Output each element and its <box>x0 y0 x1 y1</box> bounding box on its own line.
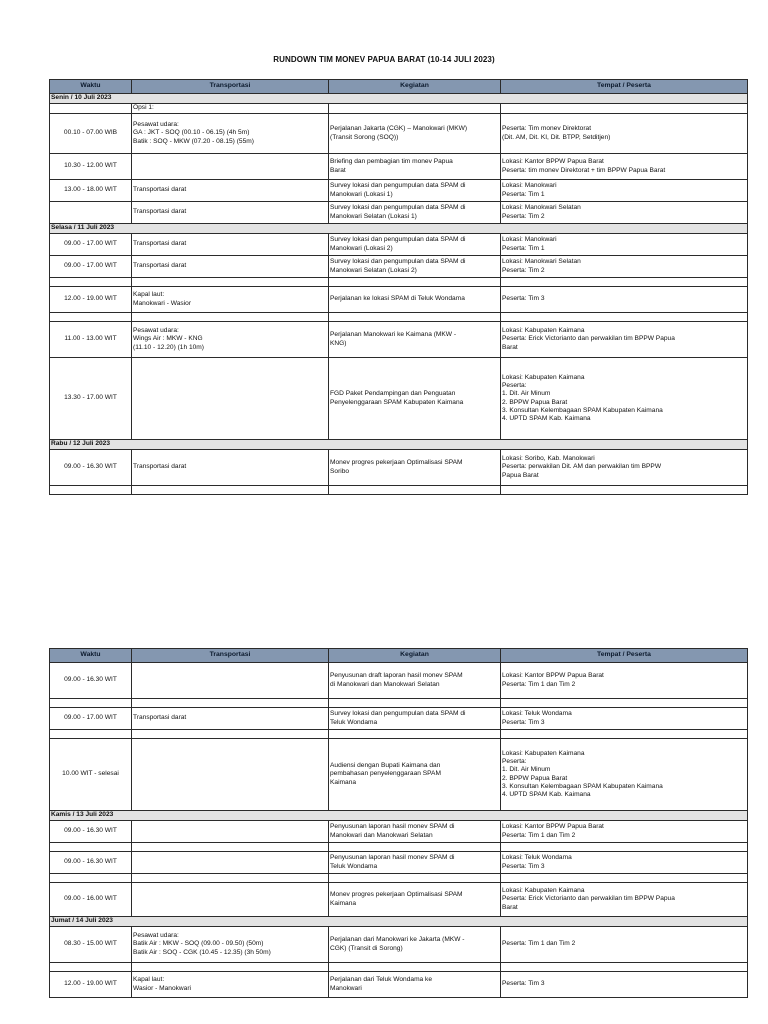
transport-cell-line: Transportasi darat <box>133 208 187 216</box>
empty-cell <box>50 843 132 852</box>
place-cell-line: Barat <box>502 343 518 351</box>
header-transportasi: Transportasi <box>132 80 329 94</box>
place-cell-line: Lokasi: Kantor BPPW Papua Barat <box>502 672 604 680</box>
time-cell <box>50 104 132 114</box>
empty-cell <box>132 278 329 287</box>
time-cell: 10.30 - 12.00 WIT <box>50 154 132 180</box>
empty-cell <box>329 730 501 739</box>
place-cell <box>501 883 748 917</box>
table-row <box>50 256 748 278</box>
activity-cell <box>329 202 501 224</box>
empty-cell <box>501 843 748 852</box>
time-cell <box>50 202 132 224</box>
activity-cell-line: Penyusunan laporan hasil monev SPAM di <box>330 854 455 862</box>
activity-cell-line: Survey lokasi dan pengumpulan data SPAM di <box>330 258 466 266</box>
place-cell-line: Lokasi: Teluk Wondama <box>502 854 572 862</box>
activity-cell-line: Monev progres pekerjaan Optimalisasi SPAM <box>330 891 463 899</box>
table-row <box>50 202 748 224</box>
activity-cell-line: Teluk Wondama <box>330 718 378 726</box>
time-cell: 10.00 WIT - selesai <box>50 739 132 811</box>
header-tempat-peserta: Tempat / Peserta <box>501 80 748 94</box>
activity-cell-line: Audiensi dengan Bupati Kaimana dan <box>330 762 441 770</box>
empty-cell <box>501 699 748 708</box>
transport-cell <box>132 202 329 224</box>
activity-cell <box>329 180 501 202</box>
activity-cell <box>329 322 501 358</box>
empty-cell <box>132 486 329 495</box>
empty-cell <box>329 874 501 883</box>
transport-cell-line: Wings Air : MKW - KNG <box>133 335 203 343</box>
activity-cell <box>329 104 501 114</box>
place-cell-line: 4. UPTD SPAM Kab. Kaimana <box>502 414 591 422</box>
activity-cell-line: Kaimana <box>330 778 357 786</box>
place-cell <box>501 256 748 278</box>
place-cell-line: Peserta: Tim 3 <box>502 862 545 870</box>
transport-cell <box>132 927 329 963</box>
place-cell <box>501 663 748 699</box>
transport-cell-line: Transportasi darat <box>133 186 187 194</box>
activity-cell-line: Manokwari (Lokasi 2) <box>330 244 393 252</box>
spacer-row <box>50 963 748 972</box>
empty-cell <box>132 730 329 739</box>
place-cell-line: Peserta: Tim 3 <box>502 718 545 726</box>
activity-cell <box>329 114 501 154</box>
table-body <box>50 94 748 495</box>
place-cell-line: Peserta: Tim 3 <box>502 295 545 303</box>
header-kegiatan: Kegiatan <box>329 80 501 94</box>
spacer-row <box>50 699 748 708</box>
empty-cell <box>501 486 748 495</box>
transport-cell <box>132 180 329 202</box>
table-row <box>50 287 748 313</box>
table-body <box>50 663 748 998</box>
place-cell-line: 4. UPTD SPAM Kab. Kaimana <box>502 790 591 798</box>
transport-cell-line: Kapal laut: <box>133 291 165 299</box>
header-kegiatan: Kegiatan <box>329 649 501 663</box>
time-cell: 11.00 - 13.00 WIT <box>50 322 132 358</box>
activity-cell-line: Perjalanan Jakarta (CGK) – Manokwari (MKW) <box>330 125 468 133</box>
place-cell-line: Lokasi: Soribo, Kab. Manokwari <box>502 455 595 463</box>
transport-cell <box>132 154 329 180</box>
time-cell: 12.00 - 19.00 WIT <box>50 287 132 313</box>
activity-cell-line: Penyusunan laporan hasil monev SPAM di <box>330 823 455 831</box>
place-cell-line: 1. Dit. Air Minum <box>502 390 551 398</box>
place-cell <box>501 202 748 224</box>
transport-cell-line: (11.10 - 12.20) (1h 10m) <box>133 343 204 351</box>
activity-cell-line: Penyelenggaraan SPAM Kabupaten Kaimana <box>330 398 464 406</box>
empty-cell <box>132 963 329 972</box>
place-cell <box>501 927 748 963</box>
day-label: Rabu / 12 Juli 2023 <box>50 440 748 450</box>
empty-cell <box>132 874 329 883</box>
activity-cell-line: Manokwari dan Manokwari Selatan <box>330 831 433 839</box>
activity-cell-line: Perjalanan Manokwari ke Kaimana (MKW - <box>330 331 457 339</box>
transport-cell-line: Pesawat udara: <box>133 327 179 335</box>
empty-cell <box>50 278 132 287</box>
time-cell: 09.00 - 17.00 WIT <box>50 256 132 278</box>
place-cell <box>501 322 748 358</box>
transport-cell <box>132 322 329 358</box>
empty-cell <box>50 699 132 708</box>
transport-cell <box>132 663 329 699</box>
place-cell-line: Lokasi: Kabupaten Kaimana <box>502 327 585 335</box>
spacer-row <box>50 278 748 287</box>
transport-cell <box>132 708 329 730</box>
transport-cell-line: Pesawat udara: <box>133 932 179 940</box>
place-cell <box>501 739 748 811</box>
place-cell-line: Peserta: <box>502 382 527 390</box>
place-cell-line: 1. Dit. Air Minum <box>502 766 551 774</box>
activity-cell-line: pembahasan penyelenggaraan SPAM <box>330 770 441 778</box>
day-row <box>50 811 748 821</box>
place-cell <box>501 852 748 874</box>
activity-cell-line: Briefing dan pembagian tim monev Papua <box>330 158 453 166</box>
place-cell <box>501 104 748 114</box>
place-cell-line: Peserta: tim monev Direktorat + tim BPPW Papua Barat <box>502 166 666 174</box>
place-cell-line: Lokasi: Kantor BPPW Papua Barat <box>502 158 604 166</box>
spacer-row <box>50 486 748 495</box>
activity-cell-line: FGD Paket Pendampingan dan Penguatan <box>330 390 456 398</box>
place-cell-line: Peserta: Tim 1 dan Tim 2 <box>502 940 576 948</box>
empty-cell <box>132 313 329 322</box>
time-cell: 09.00 - 17.00 WIT <box>50 234 132 256</box>
place-cell-line: Lokasi: Teluk Wondama <box>502 710 572 718</box>
transport-cell-line: Transportasi darat <box>133 463 187 471</box>
empty-cell <box>329 278 501 287</box>
transport-cell-line: Kapal laut: <box>133 976 165 984</box>
place-cell-line: Lokasi: Kantor BPPW Papua Barat <box>502 823 604 831</box>
activity-cell <box>329 450 501 486</box>
document-title: RUNDOWN TIM MONEV PAPUA BARAT (10-14 JULI 2023) <box>273 55 495 64</box>
time-cell: 09.00 - 16.30 WIT <box>50 450 132 486</box>
activity-cell-line: Teluk Wondama <box>330 862 378 870</box>
empty-cell <box>501 874 748 883</box>
place-cell <box>501 821 748 843</box>
table-row <box>50 154 748 180</box>
time-cell: 09.00 - 16.30 WIT <box>50 852 132 874</box>
place-cell-line: Peserta: Erick Victorianto dan perwakilan tim BPPW Papua <box>502 335 675 343</box>
place-cell-line: Peserta: Tim 2 <box>502 266 545 274</box>
spacer-row <box>50 313 748 322</box>
activity-cell-line: Perjalanan dari Teluk Wondama ke <box>330 976 433 984</box>
rundown-table-2 <box>49 648 748 998</box>
empty-cell <box>501 963 748 972</box>
table-row <box>50 358 748 440</box>
place-cell-line: 2. BPPW Papua Barat <box>502 398 568 406</box>
place-cell-line: (Dit. AM, Dit. KI, Dit. BTPP, Setditjen) <box>502 133 611 141</box>
table-row <box>50 450 748 486</box>
activity-cell-line: Perjalanan ke lokasi SPAM di Teluk Wondama <box>330 295 465 303</box>
activity-cell-line: Manokwari <box>330 984 362 992</box>
activity-cell <box>329 739 501 811</box>
place-cell-line: Peserta: Tim 2 <box>502 212 545 220</box>
place-cell <box>501 234 748 256</box>
activity-cell-line: Perjalanan dari Manokwari ke Jakarta (MKW - <box>330 936 465 944</box>
empty-cell <box>50 963 132 972</box>
place-cell-line: 3. Konsultan Kelembagaan SPAM Kabupaten Kaimana <box>502 782 663 790</box>
place-cell <box>501 180 748 202</box>
transport-cell <box>132 287 329 313</box>
transport-cell <box>132 821 329 843</box>
header-row <box>50 80 748 94</box>
day-row <box>50 440 748 450</box>
place-cell-line: Lokasi: Kabupaten Kaimana <box>502 887 585 895</box>
table-row <box>50 180 748 202</box>
activity-cell-line: di Manokwari dan Manokwari Selatan <box>330 680 440 688</box>
rundown-table-1 <box>49 79 748 495</box>
place-cell-line: Peserta: <box>502 758 527 766</box>
time-cell: 08.30 - 15.00 WIT <box>50 927 132 963</box>
day-label: Selasa / 11 Juli 2023 <box>50 224 748 234</box>
empty-cell <box>329 313 501 322</box>
activity-cell-line: Survey lokasi dan pengumpulan data SPAM di <box>330 182 466 190</box>
place-cell-line: Lokasi: Manokwari <box>502 236 557 244</box>
transport-cell <box>132 450 329 486</box>
activity-cell <box>329 852 501 874</box>
activity-cell <box>329 821 501 843</box>
day-row <box>50 94 748 104</box>
activity-cell <box>329 234 501 256</box>
activity-cell <box>329 287 501 313</box>
transport-cell-line: Batik : SOQ - MKW (07.20 - 08.15) (55m) <box>133 137 254 145</box>
place-cell-line: Peserta: Tim monev Direktorat <box>502 125 592 133</box>
table-row <box>50 972 748 998</box>
transport-cell <box>132 739 329 811</box>
activity-cell-line: KNG) <box>330 339 347 347</box>
empty-cell <box>50 313 132 322</box>
activity-cell <box>329 256 501 278</box>
activity-cell-line: Kaimana <box>330 899 357 907</box>
place-cell-line: Peserta: Tim 1 <box>502 244 545 252</box>
table-row <box>50 852 748 874</box>
activity-cell-line: Survey lokasi dan pengumpulan data SPAM di <box>330 236 466 244</box>
activity-cell <box>329 972 501 998</box>
header-tempat-peserta: Tempat / Peserta <box>501 649 748 663</box>
table-row <box>50 927 748 963</box>
transport-cell <box>132 256 329 278</box>
time-cell: 13.30 - 17.00 WIT <box>50 358 132 440</box>
transport-cell <box>132 104 329 114</box>
place-cell-line: Peserta: Tim 1 dan Tim 2 <box>502 680 576 688</box>
activity-cell <box>329 927 501 963</box>
empty-cell <box>132 843 329 852</box>
table-row <box>50 821 748 843</box>
day-row <box>50 917 748 927</box>
time-cell: 09.00 - 16.30 WIT <box>50 663 132 699</box>
day-label: Kamis / 13 Juli 2023 <box>50 811 748 821</box>
activity-cell-line: Soribo <box>330 467 350 475</box>
place-cell <box>501 114 748 154</box>
empty-cell <box>329 843 501 852</box>
table-row <box>50 883 748 917</box>
activity-cell-line: Manokwari (Lokasi 1) <box>330 190 393 198</box>
transport-cell-line: Opsi 1: <box>133 104 154 112</box>
empty-cell <box>329 963 501 972</box>
place-cell-line: Peserta: perwakilan Dit. AM dan perwakilan tim BPPW <box>502 463 662 471</box>
place-cell <box>501 154 748 180</box>
activity-cell-line: CGK) (Transit di Sorong) <box>330 944 403 952</box>
activity-cell-line: Survey lokasi dan pengumpulan data SPAM di <box>330 204 466 212</box>
time-cell: 13.00 - 18.00 WIT <box>50 180 132 202</box>
transport-cell <box>132 358 329 440</box>
day-label: Senin / 10 Juli 2023 <box>50 94 748 104</box>
header-transportasi: Transportasi <box>132 649 329 663</box>
activity-cell-line: Manokwari Selatan (Lokasi 1) <box>330 212 417 220</box>
place-cell <box>501 972 748 998</box>
transport-cell-line: Transportasi darat <box>133 240 187 248</box>
empty-cell <box>50 486 132 495</box>
place-cell-line: 2. BPPW Papua Barat <box>502 774 568 782</box>
place-cell <box>501 358 748 440</box>
time-cell: 12.00 - 19.00 WIT <box>50 972 132 998</box>
header-waktu: Waktu <box>50 649 132 663</box>
table-row <box>50 663 748 699</box>
time-cell: 09.00 - 17.00 WIT <box>50 708 132 730</box>
header-waktu: Waktu <box>50 80 132 94</box>
activity-cell-line: Barat <box>330 166 346 174</box>
transport-cell-line: Batik Air : SOQ - CGK (10.45 - 12.35) (3h 50m) <box>133 948 271 956</box>
activity-cell <box>329 708 501 730</box>
time-cell: 00.10 - 07.00 WIB <box>50 114 132 154</box>
time-cell: 09.00 - 16.30 WIT <box>50 821 132 843</box>
place-cell-line: 3. Konsultan Kelembagaan SPAM Kabupaten Kaimana <box>502 406 663 414</box>
place-cell-line: Lokasi: Manokwari Selatan <box>502 258 581 266</box>
header-row <box>50 649 748 663</box>
place-cell-line: Lokasi: Manokwari <box>502 182 557 190</box>
transport-cell <box>132 883 329 917</box>
table-row <box>50 739 748 811</box>
table-row <box>50 322 748 358</box>
transport-cell-line: Manokwari - Wasior <box>133 299 192 307</box>
place-cell-line: Peserta: Tim 1 <box>502 190 545 198</box>
empty-cell <box>50 730 132 739</box>
spacer-row <box>50 730 748 739</box>
place-cell <box>501 450 748 486</box>
empty-cell <box>329 486 501 495</box>
activity-cell-line: Manokwari Selatan (Lokasi 2) <box>330 266 417 274</box>
place-cell <box>501 287 748 313</box>
empty-cell <box>329 699 501 708</box>
activity-cell <box>329 358 501 440</box>
place-cell-line: Peserta: Tim 1 dan Tim 2 <box>502 831 576 839</box>
empty-cell <box>50 874 132 883</box>
transport-cell <box>132 972 329 998</box>
table-row <box>50 234 748 256</box>
table-row <box>50 114 748 154</box>
empty-cell <box>132 699 329 708</box>
transport-cell-line: GA : JKT - SOQ (00.10 - 06.15) (4h 5m) <box>133 129 250 137</box>
activity-cell <box>329 663 501 699</box>
empty-cell <box>501 730 748 739</box>
table-row <box>50 708 748 730</box>
day-row <box>50 224 748 234</box>
transport-cell-line: Transportasi darat <box>133 262 187 270</box>
place-cell-line: Papua Barat <box>502 471 539 479</box>
place-cell-line: Lokasi: Kabupaten Kaimana <box>502 373 585 381</box>
empty-cell <box>501 278 748 287</box>
spacer-row <box>50 843 748 852</box>
day-label: Jumat / 14 Juli 2023 <box>50 917 748 927</box>
place-cell <box>501 708 748 730</box>
activity-cell <box>329 154 501 180</box>
table-row <box>50 104 748 114</box>
place-cell-line: Peserta: Tim 3 <box>502 980 545 988</box>
activity-cell-line: Monev progres pekerjaan Optimalisasi SPAM <box>330 459 463 467</box>
place-cell-line: Peserta: Erick Victorianto dan perwakilan tim BPPW Papua <box>502 895 675 903</box>
transport-cell-line: Pesawat udara: <box>133 121 179 129</box>
transport-cell <box>132 852 329 874</box>
activity-cell <box>329 883 501 917</box>
empty-cell <box>501 313 748 322</box>
transport-cell-line: Wasior - Manokwari <box>133 984 192 992</box>
time-cell: 09.00 - 16.00 WIT <box>50 883 132 917</box>
place-cell-line: Lokasi: Kabupaten Kaimana <box>502 749 585 757</box>
transport-cell-line: Batik Air : MKW - SOQ (09.00 - 09.50) (50m) <box>133 940 264 948</box>
transport-cell <box>132 234 329 256</box>
transport-cell <box>132 114 329 154</box>
place-cell-line: Barat <box>502 903 518 911</box>
activity-cell-line: (Transit Sorong (SOQ)) <box>330 133 399 141</box>
transport-cell-line: Transportasi darat <box>133 714 187 722</box>
activity-cell-line: Survey lokasi dan pengumpulan data SPAM di <box>330 710 466 718</box>
spacer-row <box>50 874 748 883</box>
activity-cell-line: Penyusunan draft laporan hasil monev SPAM <box>330 672 463 680</box>
place-cell-line: Lokasi: Manokwari Selatan <box>502 204 581 212</box>
